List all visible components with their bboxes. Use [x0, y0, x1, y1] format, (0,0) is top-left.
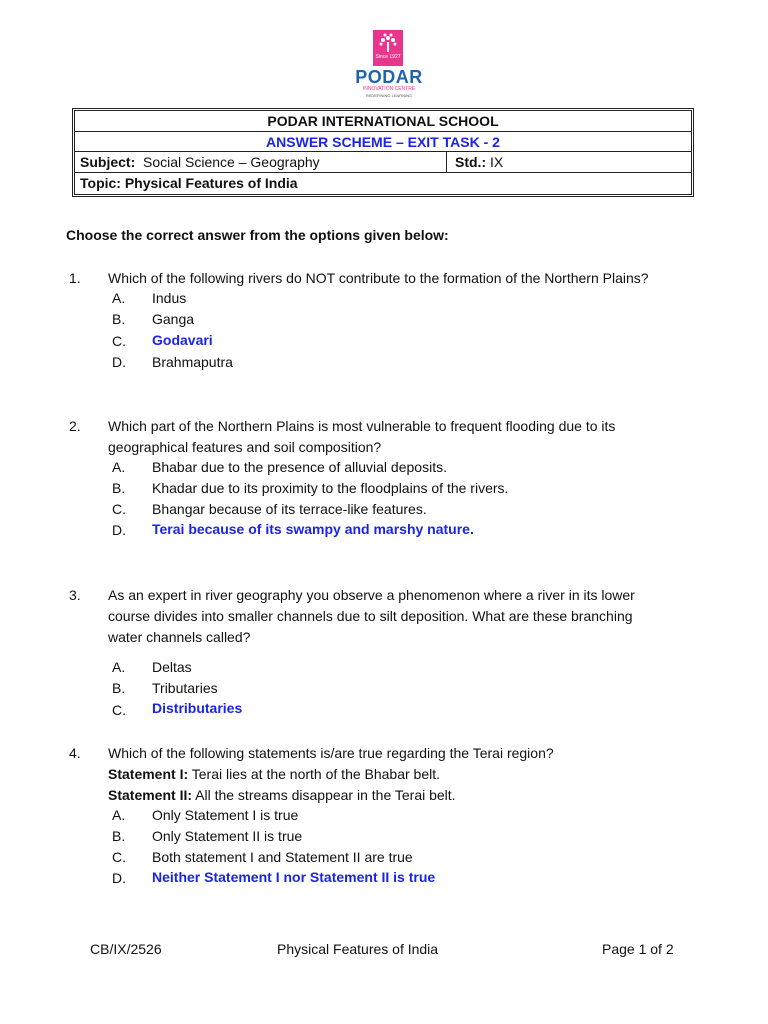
statement-label: Statement II:: [108, 787, 193, 803]
question-text: water channels called?: [108, 629, 251, 645]
school-name: PODAR INTERNATIONAL SCHOOL: [75, 111, 691, 132]
logo-name: PODAR: [355, 67, 423, 87]
option-text: Bhangar because of its terrace-like features.: [152, 501, 427, 517]
question-text: As an expert in river geography you observe a phenomenon where a river in its lower: [108, 587, 635, 603]
logo-tagline: REDEFINING LEARNING: [365, 93, 413, 98]
option-text: Deltas: [152, 659, 192, 675]
option-label: D.: [112, 354, 126, 370]
std-value: IX: [490, 154, 504, 170]
question-number: 3.: [69, 587, 81, 603]
option-label: B.: [112, 311, 126, 327]
header-table: [72, 108, 694, 197]
option-text: Khadar due to its proximity to the floodplains of the rivers.: [152, 480, 509, 496]
statement-2: [108, 785, 708, 806]
option-text: Only Statement I is true: [152, 807, 299, 823]
option-label: A.: [112, 459, 126, 475]
statement-text: Terai lies at the north of the Bhabar belt.: [188, 766, 441, 782]
question-text: geographical features and soil composition?: [108, 439, 382, 455]
correct-answer: Terai because of its swampy and marshy nature.: [152, 521, 474, 537]
question-number: 1.: [69, 270, 81, 286]
option-label: C.: [112, 333, 126, 349]
question-number: 4.: [69, 745, 81, 761]
std-label: Std.:: [455, 154, 487, 170]
question-text: course divides into smaller channels due to silt deposition. What are these branching: [108, 608, 633, 624]
footer-code: CB/IX/2526: [90, 941, 162, 957]
logo-subtitle: INNOVATION CENTRE: [362, 86, 416, 92]
instruction: Choose the correct answer from the options given below:: [66, 227, 449, 243]
answer-scheme-title: ANSWER SCHEME – EXIT TASK - 2: [75, 132, 691, 153]
school-logo: [350, 30, 428, 102]
subject-label: Subject:: [80, 154, 136, 170]
option-label: D.: [112, 870, 126, 886]
footer-title: Physical Features of India: [277, 941, 439, 957]
question-text: Which part of the Northern Plains is most vulnerable to frequent flooding due to its: [108, 418, 616, 434]
logo-emblem: [373, 30, 403, 66]
subject-value: Social Science – Geography: [143, 154, 320, 170]
option-text: Indus: [152, 290, 187, 306]
option-label: B.: [112, 480, 126, 496]
option-label: C.: [112, 501, 126, 517]
statement-1: [108, 764, 708, 785]
option-text: Brahmaputra: [152, 354, 233, 370]
option-label: C.: [112, 702, 126, 718]
question-number: 2.: [69, 418, 81, 434]
correct-answer: Distributaries: [152, 700, 243, 716]
correct-answer: Neither Statement I nor Statement II is true: [152, 869, 436, 885]
correct-answer: Godavari: [152, 332, 213, 348]
topic: Topic: Physical Features of India: [80, 174, 298, 191]
option-text: Ganga: [152, 311, 195, 327]
option-label: A.: [112, 807, 126, 823]
statement-label: Statement I:: [108, 766, 189, 782]
page-number: Page 1 of 2: [602, 941, 674, 957]
topic-row: [75, 173, 691, 194]
option-text: Only Statement II is true: [152, 828, 303, 844]
option-label: D.: [112, 522, 126, 538]
tree-icon: [378, 33, 398, 53]
question-text: Which of the following statements is/are true regarding the Terai region?: [108, 745, 554, 761]
option-text: Tributaries: [152, 680, 218, 696]
subject-row: [75, 152, 691, 173]
statement-text: All the streams disappear in the Terai belt.: [192, 787, 456, 803]
option-text: Bhabar due to the presence of alluvial deposits.: [152, 459, 447, 475]
option-label: A.: [112, 659, 126, 675]
option-label: B.: [112, 828, 126, 844]
option-label: B.: [112, 680, 126, 696]
question-text: Which of the following rivers do NOT contribute to the formation of the Northern Plains?: [108, 270, 649, 286]
option-label: A.: [112, 290, 126, 306]
option-label: C.: [112, 849, 126, 865]
option-text: Both statement I and Statement II are true: [152, 849, 413, 865]
logo-since: Since 1927: [375, 54, 401, 60]
